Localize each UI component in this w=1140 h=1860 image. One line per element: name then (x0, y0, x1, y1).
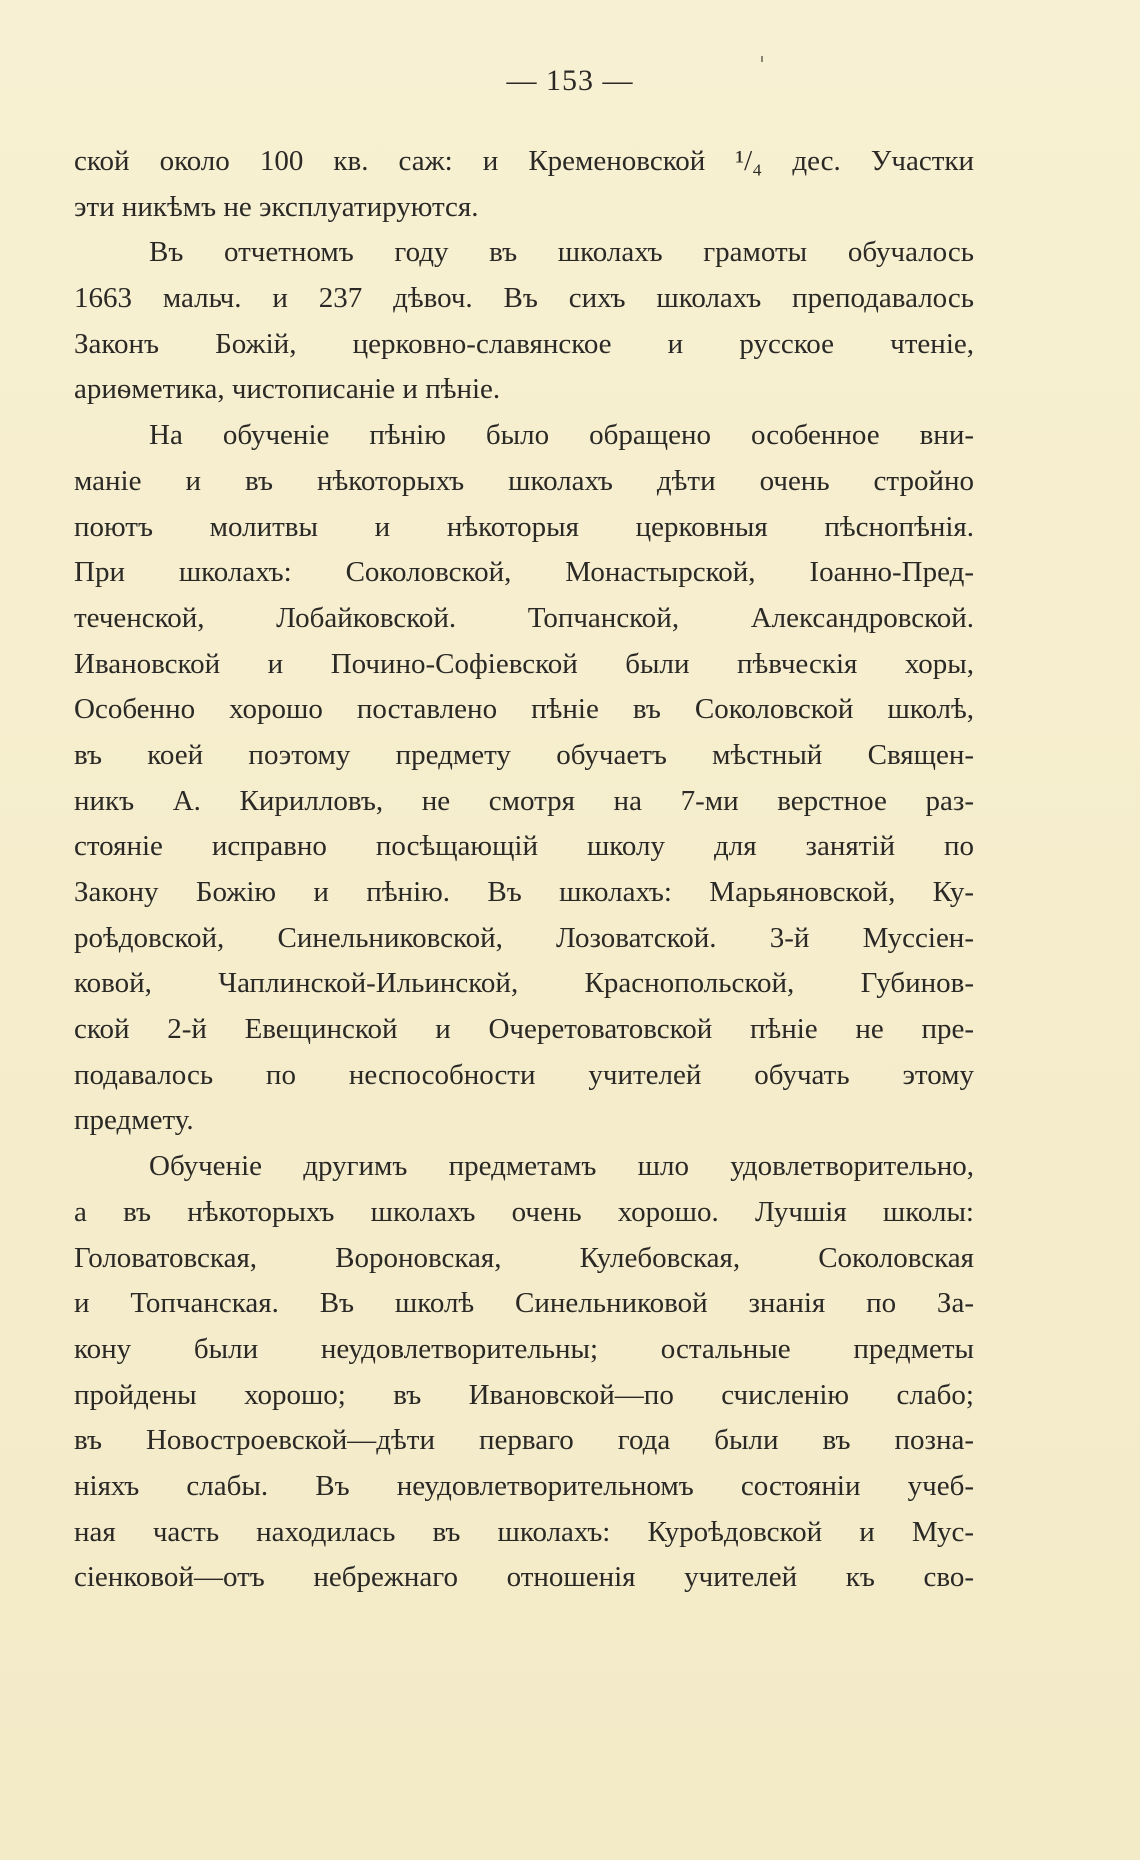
text-line: пройдены хорошо; въ Ивановской—по счисленію слабо; (74, 1378, 974, 1411)
text-line: Ивановской и Почино-Софіевской были пѣвческія хоры, (74, 647, 974, 680)
text-line: поютъ молитвы и нѣкоторыя церковныя пѣснопѣнія. (74, 510, 974, 543)
text-line: сіенковой—отъ небрежнаго отношенія учителей къ сво- (74, 1561, 974, 1594)
text-line: а въ нѣкоторыхъ школахъ очень хорошо. Лучшія школы: (74, 1195, 974, 1228)
text-line: Особенно хорошо поставлено пѣніе въ Соколовской школѣ, (74, 693, 974, 726)
text-line: На обученіе пѣнію было обращено особенное вни- (149, 419, 974, 452)
text-line: ковой, Чаплинской-Ильинской, Краснопольской, Губинов- (74, 967, 974, 1000)
text-line: Обученіе другимъ предметамъ шло удовлетворительно, (149, 1150, 974, 1183)
text-line: маніе и въ нѣкоторыхъ школахъ дѣти очень стройно (74, 464, 974, 497)
text-line: кону были неудовлетворительны; остальные предметы (74, 1332, 974, 1365)
text-line: подавалось по неспособности учителей обучать этому (74, 1058, 974, 1091)
text-line: предмету. (74, 1104, 194, 1137)
text-line: 1663 мальч. и 237 дѣвоч. Въ сихъ школахъ преподавалось (74, 282, 974, 315)
text-line: При школахъ: Соколовской, Монастырской, Іоанно-Пред- (74, 556, 974, 589)
text-line: Закону Божію и пѣнію. Въ школахъ: Марьяновской, Ку- (74, 876, 974, 908)
page-number: — 153 — (506, 64, 634, 97)
text-line: теченской, Лобайковской. Топчанской, Александровской. (74, 601, 974, 634)
text-line: роѣдовской, Синельниковской, Лозоватской. 3-й Муссіен- (74, 921, 974, 954)
text-line: ской 2-й Евещинской и Очеретоватовской пѣніе не пре- (74, 1013, 974, 1046)
scan-speck (761, 56, 763, 62)
text-line: ской около 100 кв. саж: и Кременовской ¹/₄ дес. Участки (74, 145, 974, 177)
text-line: ная часть находилась въ школахъ: Куроѣдовской и Мус- (74, 1515, 974, 1548)
text-line: стояніе исправно посѣщающій школу для занятій по (74, 830, 974, 863)
text-line: Въ отчетномъ году въ школахъ грамоты обучалось (149, 236, 974, 269)
text-line: въ Новостроевской—дѣти перваго года были въ позна- (74, 1424, 974, 1457)
text-line: Головатовская, Вороновская, Кулебовская, Соколовская (74, 1241, 974, 1274)
text-line: и Топчанская. Въ школѣ Синельниковой знанія по За- (74, 1287, 974, 1320)
text-line: Законъ Божій, церковно-славянское и русское чтеніе, (74, 327, 974, 360)
text-line: ариѳметика, чистописаніе и пѣніе. (74, 373, 501, 406)
text-line: ніяхъ слабы. Въ неудовлетворительномъ состояніи учеб- (74, 1469, 974, 1502)
body-text (74, 139, 974, 1601)
text-line: въ коей поэтому предмету обучаетъ мѣстный Священ- (74, 738, 974, 771)
text-line: эти никѣмъ не эксплуатируются. (74, 190, 479, 223)
text-line: никъ А. Кирилловъ, не смотря на 7-ми верстное раз- (74, 784, 974, 817)
